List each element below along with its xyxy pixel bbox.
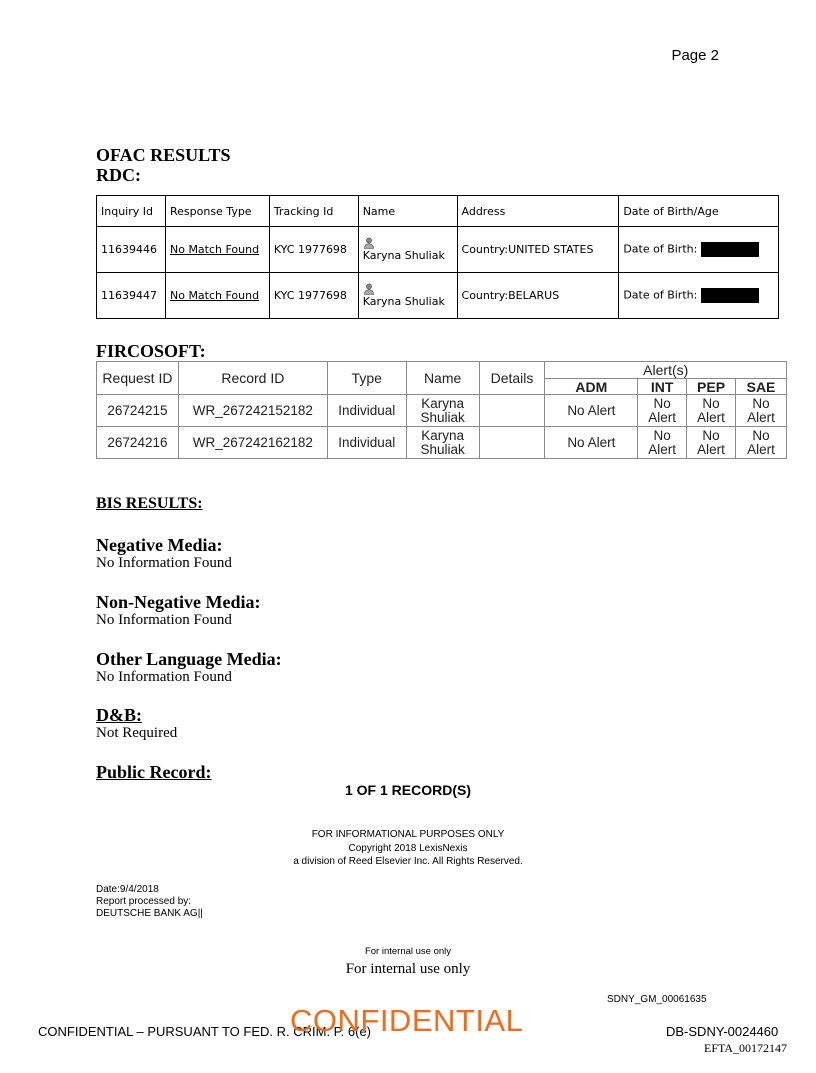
fircosoft-table — [96, 361, 787, 459]
tracking-id-cell: KYC 1977698 — [269, 227, 358, 273]
informational-purposes-text: FOR INFORMATIONAL PURPOSES ONLY — [311, 829, 505, 840]
person-icon — [363, 237, 375, 249]
rdc-header-inquiry-id: Inquiry Id — [97, 196, 166, 227]
rdc-heading: RDC: — [96, 165, 141, 185]
other-language-media-text: No Information Found — [96, 669, 232, 685]
firco-header-pep: PEP — [687, 379, 736, 395]
firco-header-request-id: Request ID — [97, 362, 179, 395]
sae-cell: No Alert — [736, 427, 787, 459]
response-type-link[interactable] — [165, 273, 269, 319]
response-type-text[interactable]: No Match Found — [169, 243, 260, 256]
firco-header-name: Name — [406, 362, 479, 395]
copyright-text: Copyright 2018 LexisNexis — [348, 843, 468, 854]
rdc-header-row — [97, 196, 779, 227]
dob-cell — [619, 273, 779, 319]
inquiry-id-cell: 11639447 — [97, 273, 166, 319]
tracking-id-cell: KYC 1977698 — [269, 273, 358, 319]
type-cell: Individual — [327, 395, 406, 427]
details-cell — [479, 395, 545, 427]
page-number: Page 2 — [671, 47, 719, 64]
record-id-cell: WR_267242152182 — [178, 395, 327, 427]
firco-header-sae: SAE — [736, 379, 787, 395]
efta-number: EFTA_00172147 — [704, 1041, 788, 1055]
sae-cell: No Alert — [736, 395, 787, 427]
request-id-cell: 26724215 — [97, 395, 179, 427]
inquiry-id-cell: 11639446 — [97, 227, 166, 273]
firco-header-int: INT — [638, 379, 687, 395]
bis-results-heading: BIS RESULTS: — [96, 495, 203, 512]
rdc-header-tracking-id: Tracking Id — [269, 196, 358, 227]
rdc-header-name: Name — [358, 196, 457, 227]
response-type-link[interactable] — [165, 227, 269, 273]
name-cell: Karyna Shuliak — [406, 395, 479, 427]
table-row — [97, 427, 787, 459]
table-row — [97, 395, 787, 427]
negative-media-text: No Information Found — [96, 555, 232, 571]
non-negative-media-heading: Non-Negative Media: — [96, 592, 261, 612]
firco-header-details: Details — [479, 362, 545, 395]
int-cell: No Alert — [638, 395, 687, 427]
rights-reserved-text: a division of Reed Elsevier Inc. All Rights Reserved. — [293, 856, 523, 867]
type-cell: Individual — [327, 427, 406, 459]
rdc-header-address: Address — [457, 196, 619, 227]
firco-header-adm: ADM — [545, 379, 638, 395]
rdc-results-table — [96, 195, 779, 319]
request-id-cell: 26724216 — [97, 427, 179, 459]
adm-cell: No Alert — [545, 427, 638, 459]
rdc-header-response-type: Response Type — [165, 196, 269, 227]
table-row — [97, 227, 779, 273]
person-icon — [363, 283, 375, 295]
firco-header-record-id: Record ID — [178, 362, 327, 395]
pep-cell: No Alert — [687, 395, 736, 427]
other-language-media-heading: Other Language Media: — [96, 649, 282, 669]
fircosoft-heading: FIRCOSOFT: — [96, 341, 206, 361]
dob-cell — [619, 227, 779, 273]
address-cell: Country:BELARUS — [457, 273, 619, 319]
sdny-gm-number: SDNY_GM_00061635 — [607, 994, 707, 1005]
firco-header-type: Type — [327, 362, 406, 395]
internal-use-large: For internal use only — [345, 961, 471, 977]
name-cell — [358, 227, 457, 273]
firco-header-row — [97, 362, 787, 379]
redaction-box — [701, 288, 759, 303]
ofac-results-heading: OFAC RESULTS — [96, 145, 231, 165]
record-id-cell: WR_267242162182 — [178, 427, 327, 459]
internal-use-small: For internal use only — [364, 946, 452, 957]
person-name: Karyna Shuliak — [362, 249, 445, 262]
non-negative-media-text: No Information Found — [96, 612, 232, 628]
processed-by-label: Report processed by: — [96, 896, 192, 907]
response-type-text[interactable]: No Match Found — [169, 289, 260, 302]
name-cell — [358, 273, 457, 319]
adm-cell: No Alert — [545, 395, 638, 427]
address-cell: Country:UNITED STATES — [457, 227, 619, 273]
dnb-text: Not Required — [96, 725, 178, 741]
redaction-box — [701, 242, 759, 257]
name-cell: Karyna Shuliak — [406, 427, 479, 459]
confidential-stamp: CONFIDENTIAL — [290, 1003, 524, 1038]
rdc-header-dob: Date of Birth/Age — [619, 196, 779, 227]
report-date: Date:9/4/2018 — [96, 884, 159, 895]
table-row — [97, 273, 779, 319]
dob-label: Date of Birth: — [623, 288, 698, 302]
pep-cell: No Alert — [687, 427, 736, 459]
negative-media-heading: Negative Media: — [96, 535, 223, 555]
person-name: Karyna Shuliak — [362, 295, 445, 308]
db-sdny-number: DB-SDNY-0024460 — [666, 1024, 779, 1039]
dnb-heading: D&B: — [96, 705, 142, 725]
int-cell: No Alert — [638, 427, 687, 459]
record-count: 1 OF 1 RECORD(S) — [344, 782, 471, 798]
processed-by-bank: DEUTSCHE BANK AG|| — [96, 908, 203, 919]
dob-label: Date of Birth: — [623, 242, 698, 256]
public-record-heading: Public Record: — [96, 762, 212, 782]
confidential-notice: CONFIDENTIAL – PURSUANT TO FED. R. CRIM. P. 6(e) — [38, 1024, 372, 1039]
details-cell — [479, 427, 545, 459]
firco-header-alerts: Alert(s) — [545, 362, 787, 379]
